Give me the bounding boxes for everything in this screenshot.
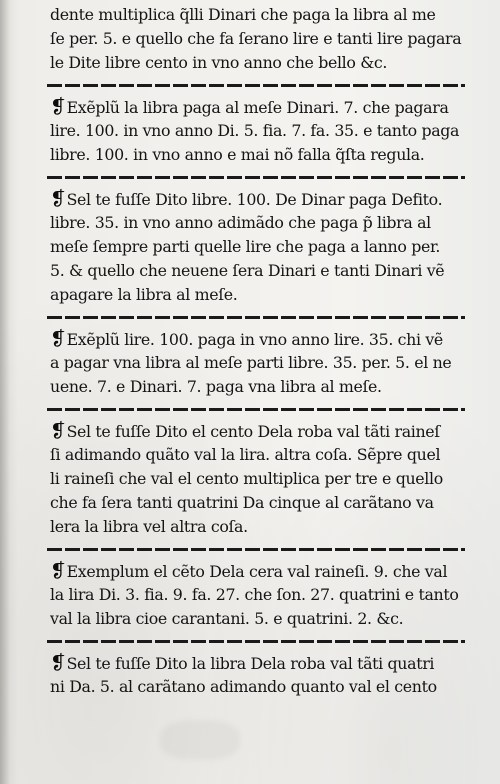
- section-rule: [47, 406, 465, 413]
- paragraph-example: [50, 559, 468, 631]
- text-line-first: [50, 187, 468, 211]
- pilcrow-icon: ❡: [50, 96, 66, 118]
- text-block: [50, 3, 468, 699]
- text-line: li raineſi che val el cento multiplica per tre e quello: [50, 469, 443, 488]
- text-line: Sel te fuſſe Dito el cento Dela roba val tãti raineſ: [66, 422, 440, 441]
- text-line: Exẽplũ la libra paga al meſe Dinari. 7. che pagara: [66, 98, 449, 117]
- text-line: Sel te fuſſe Dito libre. 100. De Dinar paga Defito.: [66, 190, 443, 209]
- text-line-first: [50, 95, 468, 119]
- section-rule: [47, 82, 465, 89]
- text-line-first: [50, 651, 468, 675]
- text-line: dente multiplica q̃lli Dinari che paga la libra al me: [50, 5, 436, 24]
- section-rule: [47, 314, 465, 321]
- text-line: ni Da. 5. al carãtano adimando quanto val el cento: [50, 677, 437, 696]
- pilcrow-icon: ❡: [50, 652, 66, 674]
- text-line: ſe per. 5. e quello che fa ſerano lire e tanti lire pagara: [50, 29, 462, 48]
- text-line: Exemplum el cẽto Dela cera val raineſi. 9. che val: [66, 562, 448, 581]
- text-line: 5. & quello che neuene ſera Dinari e tanti Dinari vẽ: [50, 261, 445, 280]
- pilcrow-icon: ❡: [50, 420, 66, 442]
- text-line: Sel te fuſſe Dito la libra Dela roba val tãti quatri: [66, 654, 435, 673]
- text-line: a pagar vna libra al meſe parti libre. 35. per. 5. el ne: [50, 353, 452, 372]
- text-line: libre. 35. in vno anno adimãdo che paga p̃ libra al: [50, 213, 431, 232]
- text-line: le Dite libre cento in vno anno che bello &c.: [50, 53, 388, 72]
- text-line: la lira Di. 3. fia. 9. fa. 27. che ſon. 27. quatrini e tanto: [50, 585, 459, 604]
- text-line: lera la libra vel altra coſa.: [50, 517, 248, 536]
- text-line-first: [50, 559, 468, 583]
- section-rule: [47, 174, 465, 181]
- text-line: lire. 100. in vno anno Di. 5. fia. 7. fa. 35. e tanto paga: [50, 121, 460, 140]
- paragraph-example: [50, 327, 468, 399]
- pilcrow-icon: ❡: [50, 560, 66, 582]
- text-line-first: [50, 327, 468, 351]
- paragraph-rule: [50, 651, 468, 699]
- section-rule: [47, 638, 465, 645]
- paragraph-rule: [50, 187, 468, 307]
- text-line: uene. 7. e Dinari. 7. paga vna libra al meſe.: [50, 377, 382, 396]
- paragraph-example: [50, 95, 468, 167]
- text-line: libre. 100. in vno anno e mai nõ falla q̃ſta regula.: [50, 145, 425, 164]
- paragraph-rule: [50, 419, 468, 539]
- text-line: che fa ſera tanti quatrini Da cinque al carãtano va: [50, 493, 434, 512]
- pilcrow-icon: ❡: [50, 328, 66, 350]
- pilcrow-icon: ❡: [50, 188, 66, 210]
- text-line: meſe ſempre parti quelle lire che paga a lanno per.: [50, 237, 441, 256]
- text-line: apagare la libra al meſe.: [50, 285, 238, 304]
- text-line: val la libra cioe carantani. 5. e quatrini. 2. &c.: [50, 609, 404, 628]
- text-line: Exẽplũ lire. 100. paga in vno anno lire. 35. chi vẽ: [66, 330, 443, 349]
- paper-stain: [160, 720, 240, 760]
- text-line: ſi adimando quãto val la lira. altra coſa. Sẽpre quel: [50, 445, 441, 464]
- paragraph-continuation: [50, 3, 468, 75]
- section-rule: [47, 546, 465, 553]
- text-line-first: [50, 419, 468, 443]
